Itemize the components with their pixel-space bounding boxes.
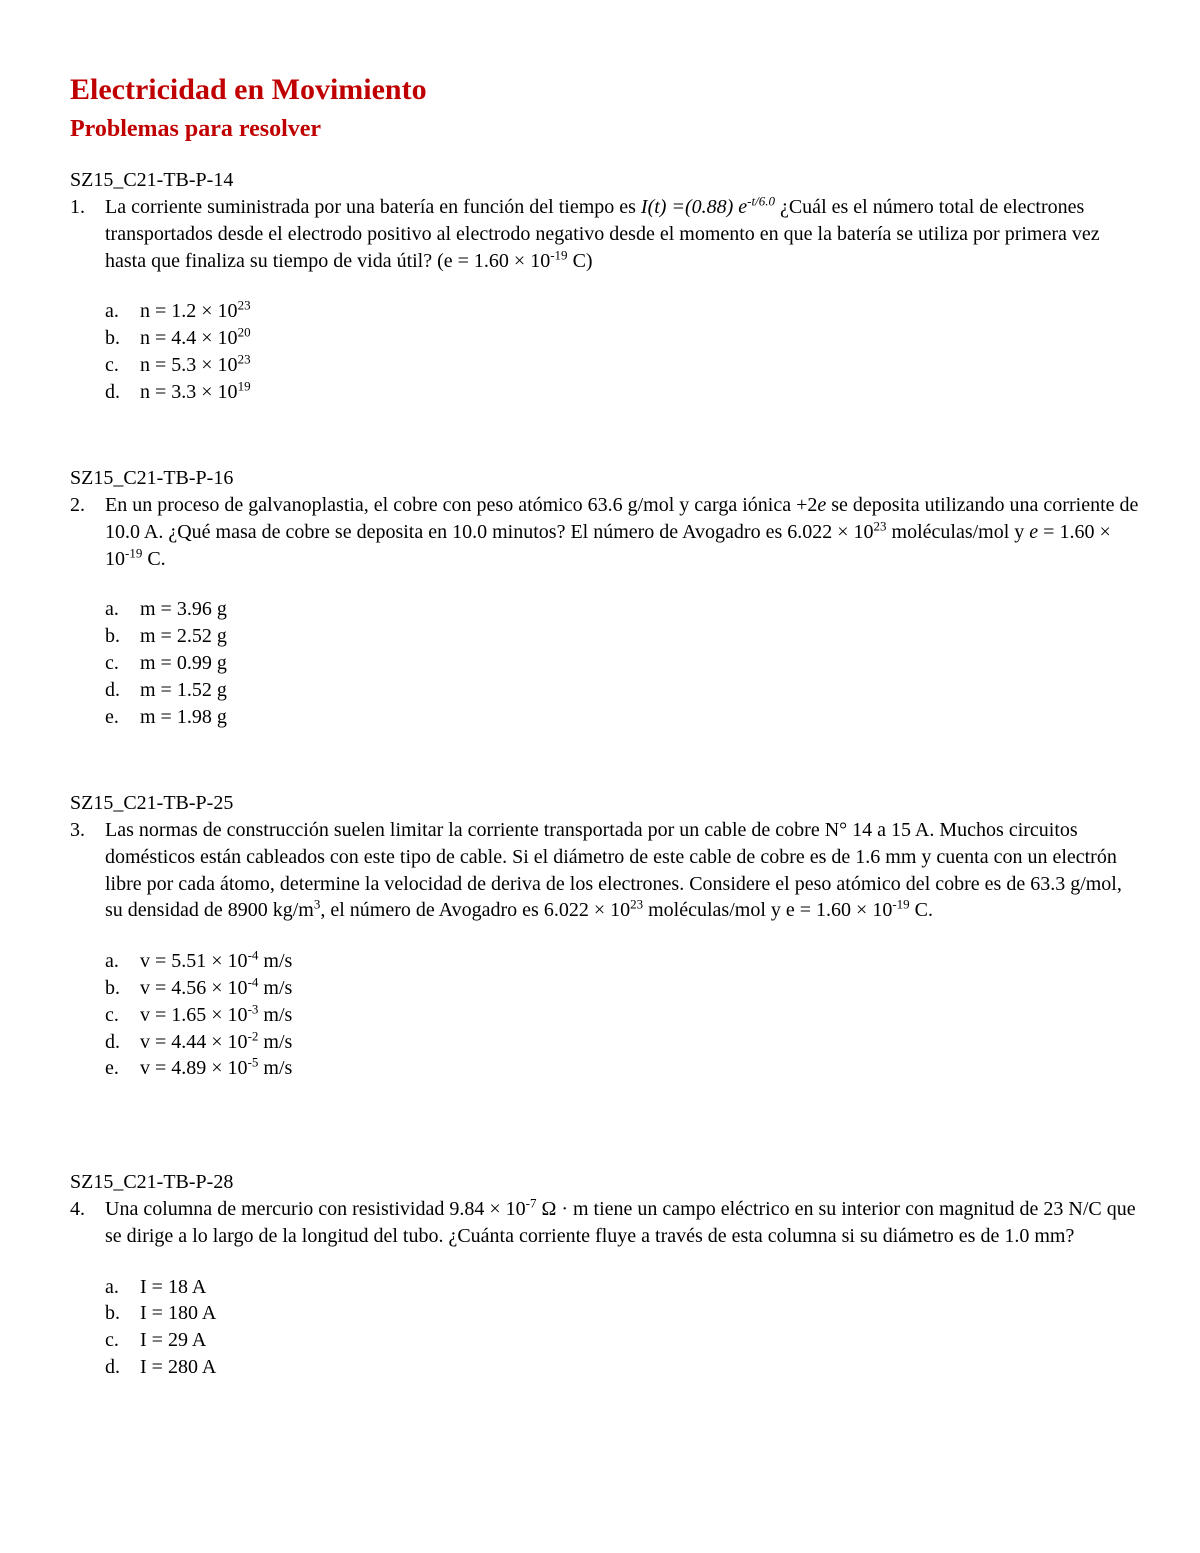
option-value: m = 3.96 g	[140, 598, 227, 621]
option-exponent: -4	[247, 947, 259, 963]
exponent: -19	[550, 246, 568, 262]
answer-option-e	[70, 1055, 1140, 1082]
option-exponent: 20	[237, 324, 251, 340]
statement-text: = 1.60 × 10	[105, 520, 1111, 570]
option-value: v = 1.65 × 10	[140, 1003, 248, 1026]
answer-option-c	[70, 352, 1140, 379]
problem-code: SZ15_C21-TB-P-28	[70, 1171, 234, 1193]
option-exponent: -5	[247, 1054, 259, 1070]
option-letter: b.	[105, 1302, 120, 1325]
option-value: m = 2.52 g	[140, 625, 227, 648]
option-letter: e.	[105, 1057, 119, 1080]
problem-3	[70, 790, 1140, 1082]
document-title: Electricidad en Movimiento	[70, 73, 427, 106]
answer-option-e	[70, 704, 1140, 731]
option-letter: b.	[105, 327, 120, 350]
answer-option-b	[70, 325, 1140, 352]
problem-code: SZ15_C21-TB-P-14	[70, 169, 234, 191]
statement-text: moléculas/mol y	[886, 520, 1030, 543]
problem-code: SZ15_C21-TB-P-25	[70, 792, 234, 814]
option-unit: m/s	[258, 950, 293, 973]
answer-option-d	[70, 1354, 1140, 1381]
statement-text: C.	[909, 899, 934, 922]
option-value: n = 3.3 × 10	[140, 380, 238, 403]
option-value: m = 1.98 g	[140, 705, 227, 728]
option-unit: m/s	[258, 1003, 293, 1026]
answer-option-d	[70, 1029, 1140, 1056]
option-value: n = 5.3 × 10	[140, 353, 238, 376]
option-value: I = 180 A	[140, 1302, 217, 1325]
exponent: -7	[525, 1195, 537, 1211]
statement-text: C.	[142, 547, 166, 570]
option-value: m = 1.52 g	[140, 678, 227, 701]
option-value: v = 4.44 × 10	[140, 1030, 248, 1053]
statement-text: En un proceso de galvanoplastia, el cobre con peso atómico 63.6 g/mol y carga iónica +2	[105, 494, 818, 516]
option-letter: c.	[105, 651, 119, 674]
document-subtitle: Problemas para resolver	[70, 116, 322, 142]
charge-symbol: e	[817, 494, 827, 516]
problem-code: SZ15_C21-TB-P-16	[70, 467, 234, 489]
answer-options	[70, 1274, 1140, 1381]
option-value: v = 4.56 × 10	[140, 976, 248, 999]
problem-statement	[70, 817, 1140, 924]
problem-1	[70, 167, 1140, 406]
option-value: n = 1.2 × 10	[140, 300, 238, 323]
problem-number: 4.	[70, 1198, 85, 1220]
option-value: v = 4.89 × 10	[140, 1057, 248, 1080]
option-letter: c.	[105, 353, 119, 376]
problem-2	[70, 465, 1140, 730]
answer-options	[70, 298, 1140, 405]
exponent: -19	[125, 544, 143, 560]
problem-number: 2.	[70, 494, 85, 516]
option-letter: a.	[105, 598, 119, 621]
exponent: 23	[873, 518, 887, 534]
answer-option-c	[70, 1327, 1140, 1354]
option-letter: a.	[105, 950, 119, 973]
answer-option-c	[70, 650, 1140, 677]
statement-text: Ω · m tiene un campo eléctrico en su interior con magnitud de 23 N/C que se dirige a lo largo de la longitud del tubo. ¿Cuánta corriente fluye a través de esta columna si su diámetro es de 1.0 mm?	[105, 1198, 1136, 1247]
option-letter: b.	[105, 625, 120, 648]
problem-statement	[70, 194, 1140, 274]
problem-number: 3.	[70, 819, 85, 841]
exponent: 3	[313, 896, 321, 912]
statement-text: La corriente suministrada por una batería en función del tiempo es	[105, 196, 641, 218]
statement-text: Una columna de mercurio con resistividad 9.84 × 10	[105, 1198, 526, 1220]
option-letter: b.	[105, 976, 120, 999]
document-header	[70, 72, 1140, 144]
statement-text: , el número de Avogadro es 6.022 × 10	[320, 899, 631, 922]
option-letter: d.	[105, 1355, 120, 1378]
answer-option-d	[70, 677, 1140, 704]
option-exponent: -3	[247, 1001, 259, 1017]
option-value: v = 5.51 × 10	[140, 950, 248, 973]
option-letter: e.	[105, 705, 119, 728]
problem-4	[70, 1169, 1140, 1381]
problem-statement	[70, 1196, 1140, 1250]
problem-number: 1.	[70, 196, 85, 218]
statement-text: moléculas/mol y e = 1.60 × 10	[643, 899, 893, 922]
option-value: n = 4.4 × 10	[140, 327, 238, 350]
option-unit: m/s	[258, 1030, 293, 1053]
option-letter: d.	[105, 380, 120, 403]
answer-option-c	[70, 1002, 1140, 1029]
option-value: I = 18 A	[140, 1275, 207, 1298]
answer-option-b	[70, 623, 1140, 650]
option-value: m = 0.99 g	[140, 651, 227, 674]
option-exponent: 19	[237, 378, 251, 394]
option-value: I = 29 A	[140, 1329, 207, 1352]
option-unit: m/s	[258, 976, 293, 999]
option-letter: c.	[105, 1329, 119, 1352]
problem-statement	[70, 492, 1140, 572]
charge-symbol: e	[1029, 520, 1039, 543]
statement-text: ¿Cuál es el número total de electrones transportados desde el electrodo positivo al electrodo negativo desde el momento en que la batería se utiliza por primera vez hasta que finaliza su tiempo de vida útil? (e = 1.60 × 10	[105, 196, 1100, 272]
answer-option-d	[70, 379, 1140, 406]
answer-option-b	[70, 975, 1140, 1002]
answer-option-a	[70, 298, 1140, 325]
statement-text: C)	[567, 249, 593, 272]
exponent: 23	[630, 896, 644, 912]
answer-options	[70, 596, 1140, 730]
option-letter: c.	[105, 1003, 119, 1026]
option-exponent: -4	[247, 974, 259, 990]
option-exponent: -2	[247, 1027, 259, 1043]
option-exponent: 23	[237, 297, 251, 313]
option-letter: a.	[105, 1275, 119, 1298]
option-letter: d.	[105, 678, 120, 701]
option-exponent: 23	[237, 351, 251, 367]
statement-text: Las normas de construcción suelen limitar la corriente transportada por un cable de cobre N° 14 a 15 A. Muchos circuitos domésticos están cableados con este tipo de cable. Si el diámetro de este cable de cobre es de 1.6 mm y cuenta con un electrón libre por cada átomo, determine la velocidad de deriva de los electrones. Considere el peso atómico del cobre es de 63.3 g/mol, su densidad de 8900 kg/m	[105, 819, 1122, 922]
exponent: -19	[892, 896, 910, 912]
answer-option-a	[70, 948, 1140, 975]
answer-option-a	[70, 596, 1140, 623]
option-letter: a.	[105, 300, 119, 323]
option-letter: d.	[105, 1030, 120, 1053]
statement-text: se deposita utilizando una corriente de 10.0 A. ¿Qué masa de cobre se deposita en 10.0 minutos? El número de Avogadro es 6.022 × 10	[105, 494, 1139, 543]
current-expression: I(t) =(0.88) e	[640, 196, 748, 218]
answer-option-b	[70, 1300, 1140, 1327]
answer-option-a	[70, 1274, 1140, 1301]
option-unit: m/s	[258, 1057, 293, 1080]
option-value: I = 280 A	[140, 1355, 217, 1378]
exponent: -t/6.0	[747, 193, 775, 209]
answer-options	[70, 948, 1140, 1082]
